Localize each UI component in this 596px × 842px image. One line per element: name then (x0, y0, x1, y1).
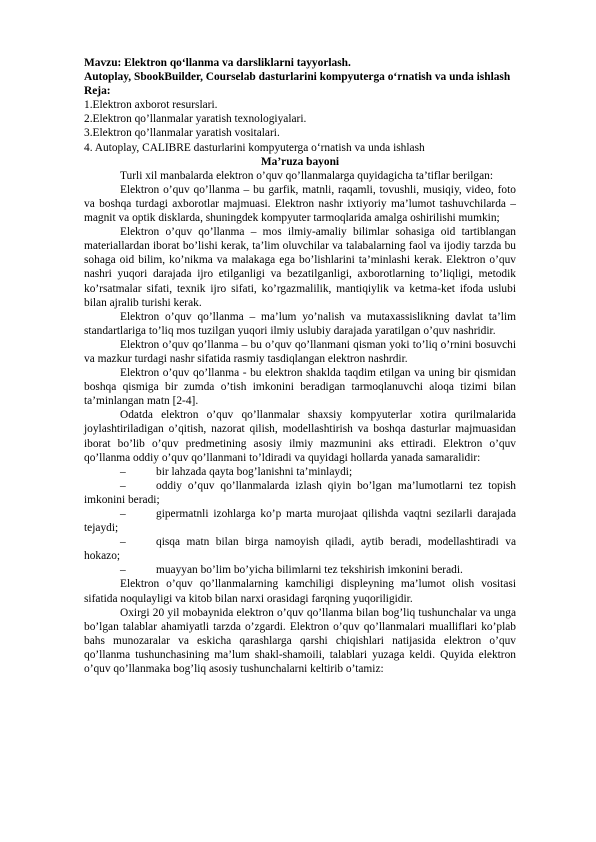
dash-mark: – (120, 479, 126, 492)
document-page (84, 56, 516, 676)
bullet-text: muayyan bo’lim bo’yicha bilimlarni tez tekshirish imkonini beradi. (156, 564, 463, 577)
plan-item: 4. Autoplay, CALIBRE dasturlarini kompyuterga o‘rnatish va unda ishlash (84, 141, 425, 154)
dash-mark: – (120, 508, 126, 520)
bullet-text: oddiy o’quv qo’llanmalarda izlash qiyin bo’lgan ma’lumotlarni tez topish imkonini beradi; (84, 479, 516, 506)
lecture-heading: Ma’ruza bayoni (260, 155, 340, 168)
body-paragraph: Elektron o’quv qo’llanma – bu o’quv qo’llanmani qisman yoki to’liq o’rnini bosuvchi va mazkur turdagi nashr sifatida rasmiy tasdiqlangan elektron nashrdir. (84, 338, 516, 365)
body-paragraph: Elektron o’quv qo’llanma – ma’lum yo’nalish va mutaxassislikning davlat ta’lim standartlariga to’liq mos tuzilgan yuqori ilmiy uslubiy darajada yaratilgan o’quv nashridir. (84, 310, 516, 337)
body-paragraph: Turli xil manbalarda elektron o’quv qo’llanmalarga quyidagicha ta’tiflar berilgan: (120, 169, 494, 182)
body-paragraph: Elektron o’quv qo’llanmalarning kamchiligi displeyning ma’lumot olish vositasi sifatida noqulayligi va kitob bilan narxi orasidagi farqning yuqoriligidir. (84, 578, 516, 605)
bullet-item (84, 563, 516, 577)
bullet-text: bir lahzada qayta bog’lanishni ta’minlaydi; (156, 465, 353, 478)
plan-label: Reja: (84, 85, 111, 98)
bullet-item (84, 535, 516, 563)
bullet-item (84, 507, 516, 535)
document-title: Mavzu: Elektron qo‘llanma va darsliklarni tayyorlash. (84, 57, 351, 69)
body-paragraph: Oxirgi 20 yil mobaynida elektron o’quv qo’llanma bilan bog’liq tushunchalar va unga bo’lgan talablar ahamiyatli tarzda o’zgardi. Elektron o’quv qo’llanmalari mualliflari ko’plab bahs munozaralar va eskicha qarashlarga qarshi chiqishlari natijasida elektron o’quv qo’llanma tushunchasining ma’lum shakl-shamoili, talablari yuzaga keldi. Quyida elektron o’quv qo’llanmaka bog’liq asosiy tushunchalarni keltirib o’tamiz: (84, 606, 516, 676)
bullet-text: qisqa matn bilan birga namoyish qiladi, aytib beradi, modellashtiradi va hokazo; (84, 536, 516, 563)
plan-item: 2.Elektron qo’llanmalar yaratish texnologiyalari. (84, 113, 307, 126)
document-subtitle: Autoplay, SbookBuilder, Courselab dasturlarini kompyuterga o‘rnatish va unda ishlash (84, 71, 511, 84)
plan-item: 3.Elektron qo’llanmalar yaratish vositalari. (84, 127, 280, 140)
bullet-text: gipermatnli izohlarga ko’p marta murojaat qilishda vaqtni sezilarli darajada tejaydi; (84, 508, 516, 535)
dash-mark: – (120, 465, 126, 478)
dash-mark: – (120, 564, 126, 577)
plan-item: 1.Elektron axborot resurslari. (84, 99, 218, 112)
body-paragraph: Elektron o’quv qo’llanma - bu elektron shaklda taqdim etilgan va uning bir qismidan boshqa qismiga bir zumda o’tish imkonini beradigan tarmoqlanuvchi aloqa tizimi bilan ta’minlangan matn [2-4]. (84, 367, 516, 408)
bullet-item (84, 479, 516, 507)
body-paragraph: Odatda elektron o’quv qo’llanmalar shaxsiy kompyuterlar xotira qurilmalarida joylashtiriladigan o’qitish, nazorat qilish, modellashtirish va boshqa dasturlar majmuasidan iborat bo’lib o’quv predmetining asosiy ilmiy mazmunini aks ettiradi. Elektron o’quv qo’llanma oddiy o’quv qo’llanmani to’ldiradi va quyidagi hollarda yanada samaralidir: (84, 409, 516, 464)
bullet-item (84, 465, 516, 479)
body-paragraph: Elektron o’quv qo’llanma – mos ilmiy-amaliy bilimlar sohasiga oid tartiblangan materiallardan iborat bo’lishi kerak, ta’lim oluvchilar va talabalarning faol va ijodiy tarzda bu sohaga oid bilim, ko’nikma va malakaga ega bo’lishlarini ta’minlashi kerak. Elektron o’quv nashri yuqori darajada ijro etilganligi va bezatilganligi, axborotlarning to’liqligi, metodik ko’rsatmalar sifati, texnik ijro sifati, ko’rgazmalilik, mantiqiylik va ketma-ket ifoda uslubi bilan ajralib turishi kerak. (84, 226, 516, 309)
dash-mark: – (120, 536, 126, 549)
body-paragraph: Elektron o’quv qo’llanma – bu garfik, matnli, raqamli, tovushli, musiqiy, video, foto va boshqa turdagi axborotlar majmuasi. Elektron nashr ixtiyoriy ma’lumot tashuvchilarda – magnit va optik disklarda, shuningdek kompyuter tarmoqlarida amalga oshirilishi mumkin; (84, 183, 516, 225)
